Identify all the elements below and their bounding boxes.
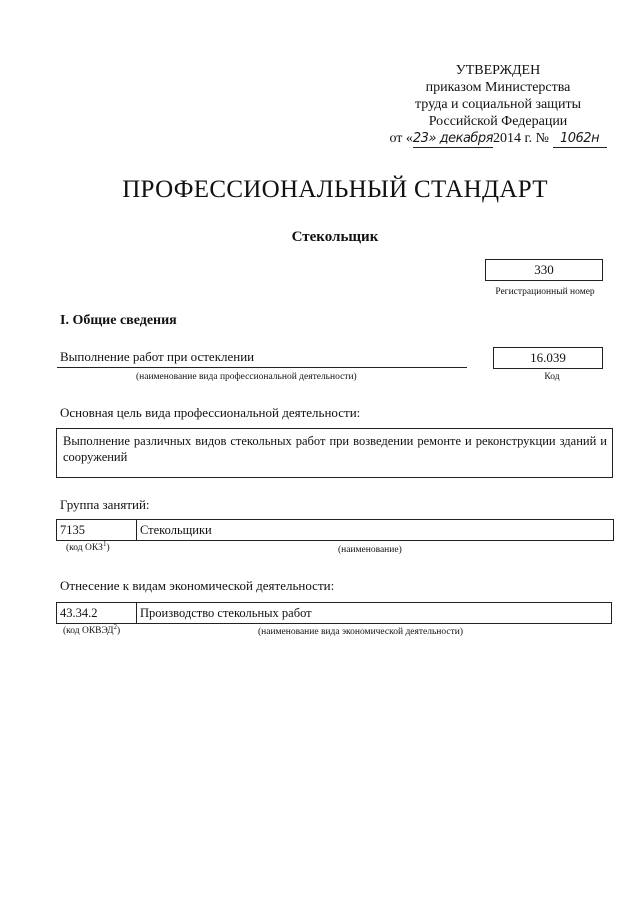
approval-order-line: приказом Министерства (425, 80, 571, 95)
registration-number-box: 330 (485, 259, 603, 281)
occupation-group-row (56, 519, 614, 541)
date-prefix: от « (389, 131, 413, 146)
economic-code-cell: 43.34.2 (57, 603, 137, 623)
occupation-name-cell: Стекольщики (140, 523, 212, 537)
occupation-name-caption: (наименование) (338, 545, 402, 555)
handwritten-date: 23» декабря (412, 131, 493, 146)
occupation-code-caption (66, 539, 110, 553)
occupation-code-cell: 7135 (57, 520, 137, 540)
approval-date-line (378, 130, 618, 148)
occupation-code-caption-end: ) (106, 543, 110, 553)
economic-code-caption-text: (код ОКВЭД (63, 626, 114, 636)
approval-title: УТВЕРЖДЕН (455, 63, 541, 78)
approval-ministry-line: труда и социальной защиты (415, 97, 581, 112)
occupation-footnote-mark: 1 (102, 539, 107, 548)
occupation-group-heading: Группа занятий: (60, 497, 150, 512)
activity-underline (57, 367, 467, 368)
approval-country-line: Российской Федерации (428, 114, 568, 129)
handwritten-order-number: 1062н (553, 130, 607, 148)
economic-activity-row (56, 602, 612, 624)
document-title: ПРОФЕССИОНАЛЬНЫЙ СТАНДАРТ (122, 176, 548, 203)
year-text: 2014 г. № (493, 131, 550, 146)
approval-block (378, 62, 618, 148)
section-heading: I. Общие сведения (60, 313, 177, 328)
economic-code-caption-end: ) (116, 626, 121, 636)
occupation-code-caption-text: (код ОКЗ (66, 543, 103, 553)
economic-code-caption (63, 622, 121, 636)
registration-number-caption: Регистрационный номер (495, 287, 595, 297)
economic-footnote-mark: 2 (113, 622, 117, 631)
activity-name-caption: (наименование вида профессиональной деятельности) (136, 372, 357, 382)
activity-code-box: 16.039 (493, 347, 603, 369)
economic-name-cell: Производство стекольных работ (140, 606, 312, 620)
economic-activity-heading: Отнесение к видам экономической деятельности: (60, 578, 335, 593)
economic-name-caption: (наименование вида экономической деятельности) (258, 627, 463, 637)
activity-code-caption: Код (544, 372, 560, 382)
document-subtitle: Стекольщик (291, 229, 379, 245)
goal-heading: Основная цель вида профессиональной деятельности: (60, 405, 361, 420)
activity-name: Выполнение работ при остеклении (60, 349, 255, 364)
goal-text-box: Выполнение различных видов стекольных работ при возведении ремонте и реконструкции зданий и сооружений (56, 428, 613, 478)
